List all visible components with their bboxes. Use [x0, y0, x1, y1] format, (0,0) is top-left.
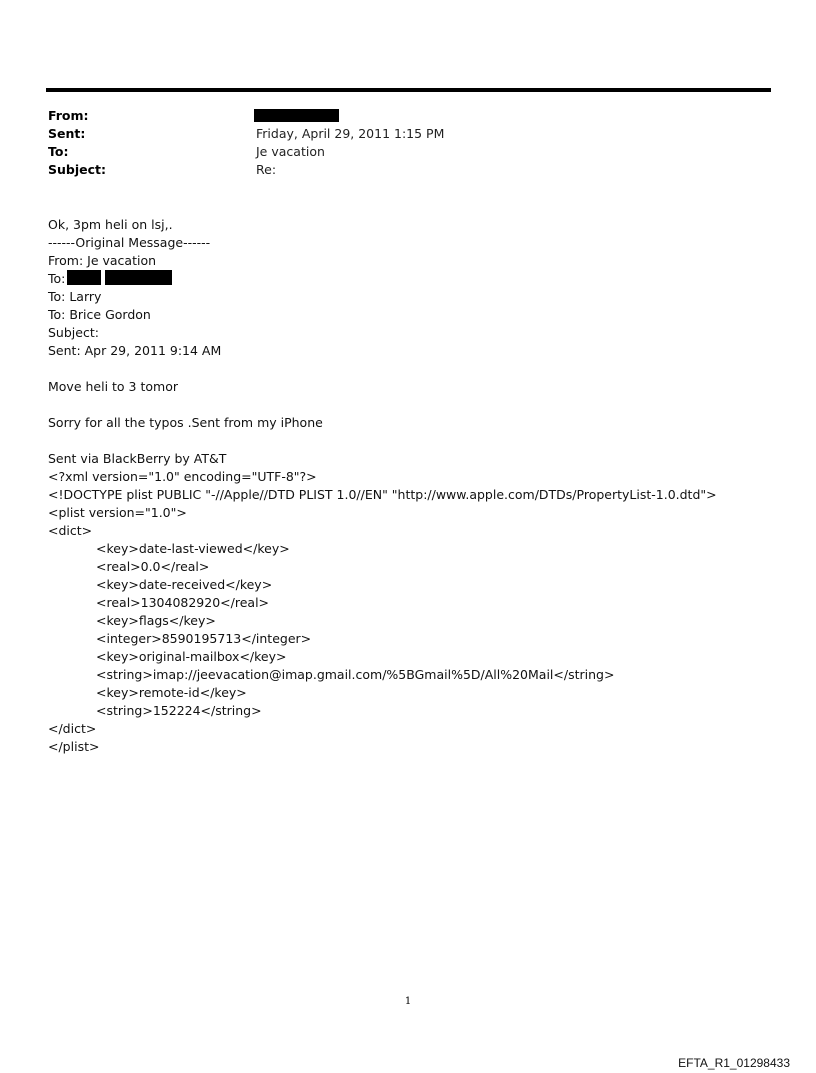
to-label: To:	[48, 144, 69, 159]
original-subject: Subject:	[48, 325, 99, 340]
plist-doctype: <!DOCTYPE plist PUBLIC "-//Apple//DTD PLIST 1.0//EN" "http://www.apple.com/DTDs/PropertyList-1.0.dtd">	[48, 487, 717, 502]
to-redaction-1	[67, 270, 101, 285]
plist-entry: <key>date-received</key>	[96, 577, 273, 592]
document-id: EFTA_R1_01298433	[678, 1056, 790, 1070]
plist-entry: <integer>8590195713</integer>	[96, 631, 312, 646]
original-to-redacted	[48, 270, 788, 288]
blackberry-signature: Sent via BlackBerry by AT&T	[48, 451, 227, 466]
plist-entry: <real>1304082920</real>	[96, 595, 270, 610]
subject-label: Subject:	[48, 162, 106, 177]
sent-label: Sent:	[48, 126, 86, 141]
spacer	[48, 432, 788, 450]
plist-entry: <string>152224</string>	[96, 703, 262, 718]
message-text: Move heli to 3 tomor	[48, 379, 178, 394]
plist-entry: <real>0.0</real>	[96, 559, 210, 574]
message-body	[48, 216, 788, 756]
original-to-larry: To: Larry	[48, 289, 102, 304]
dict-close: </dict>	[48, 721, 97, 736]
plist-open: <plist version="1.0">	[48, 505, 187, 520]
to-redaction-2	[105, 270, 172, 285]
plist-entry: <key>remote-id</key>	[96, 685, 247, 700]
to-value: Je vacation	[256, 144, 325, 159]
spacer	[48, 360, 788, 378]
spacer	[48, 396, 788, 414]
from-redaction	[254, 109, 339, 122]
original-message-marker: ------Original Message------	[48, 235, 211, 250]
plist-xml-decl: <?xml version="1.0" encoding="UTF-8"?>	[48, 469, 317, 484]
plist-close: </plist>	[48, 739, 100, 754]
subject-value: Re:	[256, 162, 277, 177]
dict-open: <dict>	[48, 523, 93, 538]
original-to-brice: To: Brice Gordon	[48, 307, 151, 322]
from-label: From:	[48, 108, 89, 123]
plist-entry: <key>flags</key>	[96, 613, 216, 628]
page-number: 1	[404, 996, 412, 1007]
original-from: From: Je vacation	[48, 253, 157, 268]
iphone-signature: Sorry for all the typos .Sent from my iPhone	[48, 415, 323, 430]
reply-line: Ok, 3pm heli on lsj,.	[48, 217, 173, 232]
plist-entry: <key>original-mailbox</key>	[96, 649, 287, 664]
header-rule	[46, 88, 771, 92]
plist-entry: <key>date-last-viewed</key>	[96, 541, 290, 556]
plist-entry: <string>imap://jeevacation@imap.gmail.com/%5BGmail%5D/All%20Mail</string>	[96, 667, 615, 682]
sent-value: Friday, April 29, 2011 1:15 PM	[256, 126, 445, 141]
original-to-prefix: To:	[48, 271, 66, 286]
original-sent: Sent: Apr 29, 2011 9:14 AM	[48, 343, 222, 358]
